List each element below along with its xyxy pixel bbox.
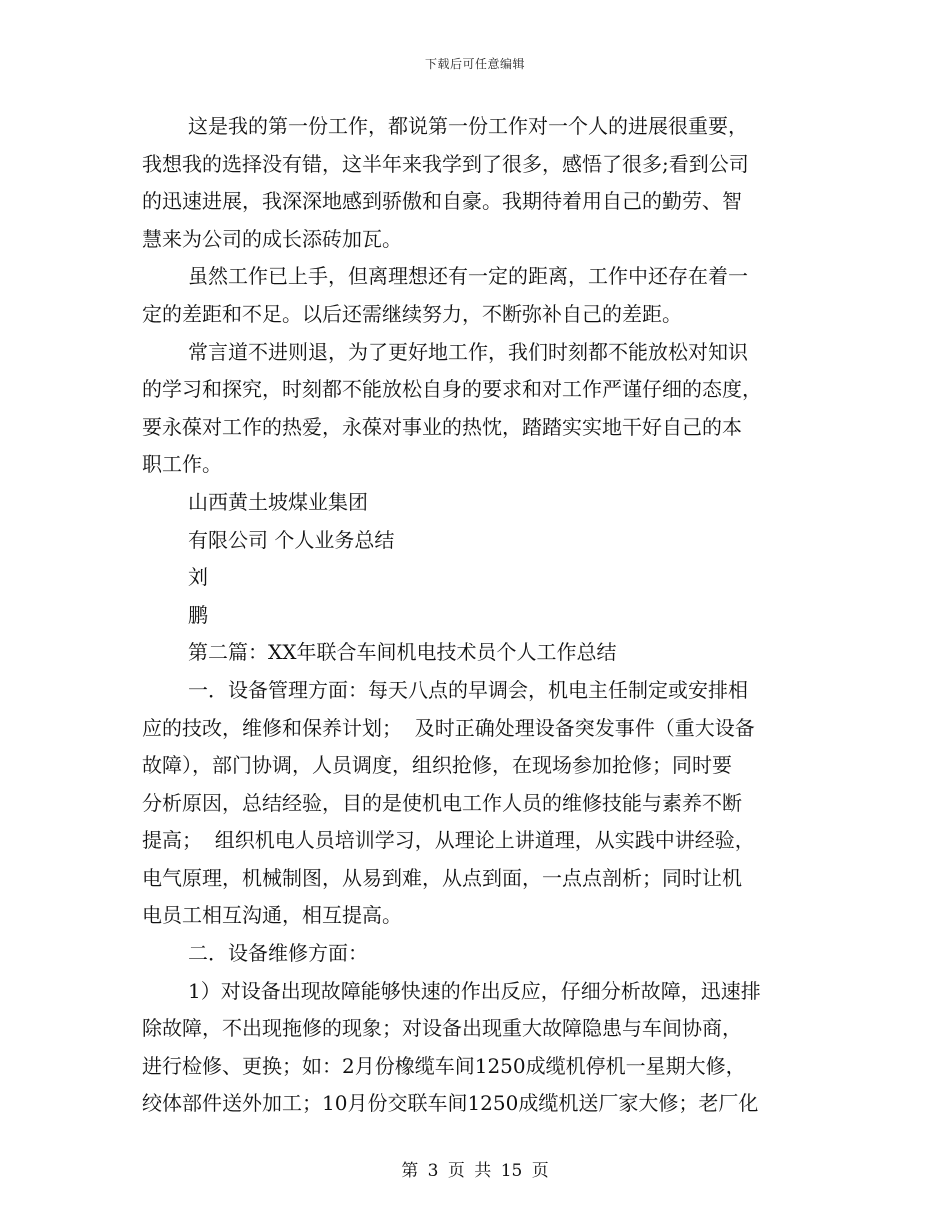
document-body <box>142 108 810 1123</box>
text-line: 绞体部件送外加工；10月份交联车间1250成缆机送厂家大修；老厂化 <box>142 1091 759 1116</box>
text-line: 的迅速进展，我深深地感到骄傲和自豪。我期待着用自己的勤劳、智 <box>142 189 742 214</box>
text-line: 这是我的第一份工作，都说第一份工作对一个人的进展很重要， <box>188 114 748 138</box>
text-line: 虽然工作已上手，但离理想还有一定的距离，工作中还存在着一 <box>188 264 748 289</box>
signature-company-line2: 有限公司 个人业务总结 <box>188 527 395 552</box>
text-line: 应的技改，维修和保养计划； 及时正确处理设备突发事件（重大设备 <box>142 715 755 740</box>
signature-name-line1: 刘 <box>188 565 208 590</box>
page-number-footer: 第 3 页 共 15 页 <box>401 1161 549 1181</box>
text-line: 的学习和探究，时刻都不能放松自身的要求和对工作严谨仔细的态度， <box>142 377 762 402</box>
text-line: 电气原理，机械制图，从易到难，从点到面，一点点剖析；同时让机 <box>142 865 742 890</box>
text-line: 我想我的选择没有错，这半年来我学到了很多，感悟了很多;看到公司 <box>142 151 749 176</box>
text-line: 电员工相互沟通，相互提高。 <box>142 903 402 928</box>
text-line: 常言道不进则退，为了更好地工作，我们时刻都不能放松对知识 <box>188 339 748 364</box>
signature-company-line1: 山西黄土坡煤业集团 <box>188 489 368 514</box>
text-line: 故障），部门协调，人员调度，组织抢修，在现场参加抢修；同时要 <box>142 753 732 778</box>
text-line: 除故障，不出现拖修的现象；对设备出现重大故障隐患与车间协商， <box>142 1016 742 1041</box>
text-line: 进行检修、更换；如：2月份橡缆车间1250成缆机停机一星期大修， <box>142 1053 746 1078</box>
text-line: 要永葆对工作的热爱，永葆对事业的热忱，踏踏实实地干好自己的本 <box>142 414 742 439</box>
text-line: 1）对设备出现故障能够快速的作出反应，仔细分析故障，迅速排 <box>188 978 761 1003</box>
text-line: 分析原因，总结经验，目的是使机电工作人员的维修技能与素养不断 <box>142 790 742 815</box>
text-line: 一．设备管理方面：每天八点的早调会，机电主任制定或安排相 <box>188 677 748 702</box>
text-line: 定的差距和不足。以后还需继续努力，不断弥补自己的差距。 <box>142 301 682 326</box>
subsection-heading: 二．设备维修方面： <box>188 941 368 966</box>
text-line: 提高； 组织机电人员培训学习，从理论上讲道理，从实践中讲经验， <box>142 828 755 853</box>
text-line: 慧来为公司的成长添砖加瓦。 <box>142 226 402 251</box>
text-line: 职工作。 <box>142 452 222 477</box>
page-header-note: 下载后可任意编辑 <box>424 57 525 71</box>
signature-name-line2: 鹏 <box>188 602 208 627</box>
section-heading: 第二篇：XX年联合车间机电技术员个人工作总结 <box>188 640 617 665</box>
